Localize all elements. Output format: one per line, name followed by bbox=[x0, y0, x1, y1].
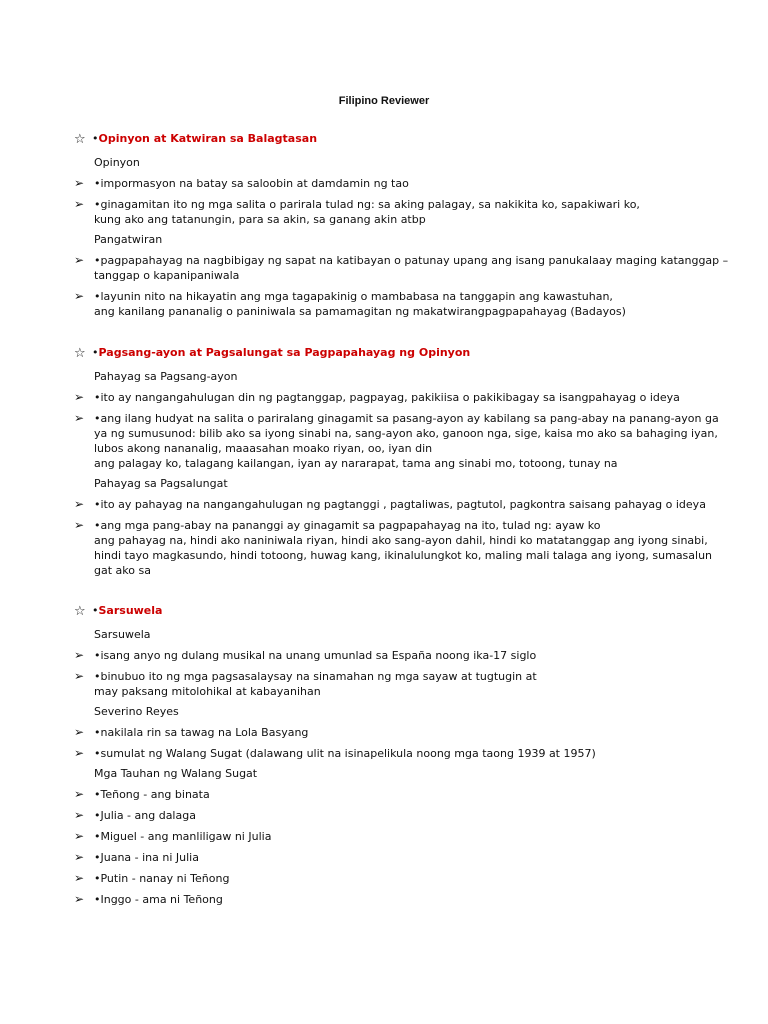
list-item-text bbox=[94, 787, 714, 802]
bullet-dot: • bbox=[92, 604, 99, 617]
arrowhead-bullet-icon: ➢ bbox=[74, 808, 85, 822]
text-line: hindi tayo magkasundo, hindi totoong, huwag kang, ikinalulungkot ko, maling mali talaga ang iyong, sumasalun bbox=[94, 549, 713, 562]
text-line: •Miguel - ang manliligaw ni Julia bbox=[94, 830, 272, 843]
list-item-text bbox=[94, 497, 714, 512]
list-item bbox=[74, 197, 714, 227]
text-line: •binubuo ito ng mga pagsasalaysay na sinamahan ng mga sayaw at tugtugin at bbox=[94, 670, 537, 683]
subheading: Sarsuwela bbox=[94, 628, 151, 641]
list-item bbox=[74, 829, 714, 844]
text-line: ang kanilang pananalig o paniniwala sa pamamagitan ng makatwirangpagpapahayag (Badayos) bbox=[94, 305, 626, 318]
text-line: •isang anyo ng dulang musikal na unang umunlad sa España noong ika-17 siglo bbox=[94, 649, 537, 662]
list-item-text bbox=[94, 390, 714, 405]
list-item-text bbox=[94, 648, 714, 663]
subheading: Severino Reyes bbox=[94, 705, 179, 718]
list-item-text bbox=[94, 850, 714, 865]
text-line: •Juana - ina ni Julia bbox=[94, 851, 199, 864]
arrowhead-bullet-icon: ➢ bbox=[74, 871, 85, 885]
text-line: •layunin nito na hikayatin ang mga tagapakinig o mambabasa na tanggapin ang kawastuhan, bbox=[94, 290, 613, 303]
arrowhead-bullet-icon: ➢ bbox=[74, 176, 85, 190]
list-item-text bbox=[94, 892, 714, 907]
text-line: ya ng sumusunod: bilib ako sa iyong sinabi na, sang-ayon ako, ganoon nga, sige, kaisa mo ako sa bahaging iyan, bbox=[94, 427, 718, 440]
list-item-text bbox=[94, 808, 714, 823]
list-item bbox=[74, 725, 714, 740]
star-outline-icon: ☆ bbox=[74, 132, 86, 147]
subheading: Pangatwiran bbox=[94, 233, 163, 246]
list-item-text bbox=[94, 829, 714, 844]
subheading: Pahayag sa Pagsang-ayon bbox=[94, 370, 238, 383]
text-line: kung ako ang tatanungin, para sa akin, sa ganang akin atbp bbox=[94, 213, 426, 226]
arrowhead-bullet-icon: ➢ bbox=[74, 829, 85, 843]
text-line: •Putin - nanay ni Teñong bbox=[94, 872, 230, 885]
list-item-text bbox=[94, 176, 714, 191]
text-line: ang pahayag na, hindi ako naniniwala riyan, hindi ako sang-ayon dahil, hindi ko matatanggap ang iyong sinabi, bbox=[94, 534, 708, 547]
list-item bbox=[74, 411, 719, 471]
text-line: •ginagamitan ito ng mga salita o parirala tulad ng: sa aking palagay, sa nakikita ko, sapakiwari ko, bbox=[94, 198, 640, 211]
arrowhead-bullet-icon: ➢ bbox=[74, 669, 85, 683]
text-line: •ito ay nangangahulugan din ng pagtanggap, pagpayag, pakikiisa o pakikibagay sa isangpahayag o ideya bbox=[94, 391, 680, 404]
text-line: •ang ilang hudyat na salita o pariralang ginagamit sa pasang-ayon ay kabilang sa pang-abay na panang-ayon ga bbox=[94, 412, 719, 425]
list-item-text bbox=[94, 725, 714, 740]
list-item-text bbox=[94, 669, 714, 699]
document-title: Filipino Reviewer bbox=[338, 95, 430, 107]
list-item bbox=[74, 787, 714, 802]
list-item bbox=[74, 850, 714, 865]
arrowhead-bullet-icon: ➢ bbox=[74, 746, 85, 760]
text-line: ang palagay ko, talagang kailangan, iyan ay nararapat, tama ang sinabi mo, totoong, tunay na bbox=[94, 457, 618, 470]
text-line: lubos akong nananalig, maaasahan moako riyan, oo, iyan din bbox=[94, 442, 433, 455]
list-item bbox=[74, 518, 714, 578]
section-heading-row bbox=[74, 132, 714, 150]
arrowhead-bullet-icon: ➢ bbox=[74, 197, 85, 211]
text-line: may paksang mitolohikal at kabayanihan bbox=[94, 685, 321, 698]
list-item-text bbox=[94, 197, 714, 227]
arrowhead-bullet-icon: ➢ bbox=[74, 411, 85, 425]
section-heading-row bbox=[74, 346, 714, 364]
list-item bbox=[74, 892, 714, 907]
section-heading-row bbox=[74, 604, 714, 622]
section-heading: Opinyon at Katwiran sa Balagtasan bbox=[98, 132, 318, 145]
arrowhead-bullet-icon: ➢ bbox=[74, 850, 85, 864]
arrowhead-bullet-icon: ➢ bbox=[74, 725, 85, 739]
star-outline-icon: ☆ bbox=[74, 604, 86, 619]
list-item bbox=[74, 253, 729, 283]
text-line: •nakilala rin sa tawag na Lola Basyang bbox=[94, 726, 309, 739]
list-item-text bbox=[94, 253, 728, 283]
text-line: •ito ay pahayag na nangangahulugan ng pagtanggi , pagtaliwas, pagtutol, pagkontra saisang pahayag o ideya bbox=[94, 498, 706, 511]
list-item bbox=[74, 669, 714, 699]
list-item bbox=[74, 871, 714, 886]
section-opinyon bbox=[74, 132, 729, 325]
list-item bbox=[74, 390, 714, 405]
list-item-text bbox=[94, 871, 714, 886]
list-item-text bbox=[94, 518, 714, 578]
arrowhead-bullet-icon: ➢ bbox=[74, 518, 85, 532]
text-line: gat ako sa bbox=[94, 564, 151, 577]
section-pagsang-ayon bbox=[74, 346, 719, 584]
text-line: •impormasyon na batay sa saloobin at damdamin ng tao bbox=[94, 177, 409, 190]
star-outline-icon: ☆ bbox=[74, 346, 86, 361]
arrowhead-bullet-icon: ➢ bbox=[74, 892, 85, 906]
arrowhead-bullet-icon: ➢ bbox=[74, 648, 85, 662]
text-line: •pagpapahayag na nagbibigay ng sapat na katibayan o patunay upang ang isang panukalaay maging katanggap – bbox=[94, 254, 729, 267]
list-item-text bbox=[94, 746, 714, 761]
bullet-dot: • bbox=[92, 346, 99, 359]
list-item bbox=[74, 746, 714, 761]
text-line: •sumulat ng Walang Sugat (dalawang ulit na isinapelikula noong mga taong 1939 at 1957) bbox=[94, 747, 596, 760]
list-item bbox=[74, 808, 714, 823]
list-item bbox=[74, 497, 714, 512]
bullet-dot: • bbox=[92, 132, 99, 145]
subheading: Pahayag sa Pagsalungat bbox=[94, 477, 228, 490]
arrowhead-bullet-icon: ➢ bbox=[74, 787, 85, 801]
list-item bbox=[74, 176, 714, 191]
section-heading: Sarsuwela bbox=[98, 604, 163, 617]
list-item-text bbox=[94, 289, 714, 319]
list-item-text bbox=[94, 411, 719, 471]
text-line: tanggap o kapanipaniwala bbox=[94, 269, 240, 282]
text-line: •Teñong - ang binata bbox=[94, 788, 210, 801]
arrowhead-bullet-icon: ➢ bbox=[74, 497, 85, 511]
text-line: •Julia - ang dalaga bbox=[94, 809, 196, 822]
list-item bbox=[74, 289, 714, 319]
section-heading: Pagsang-ayon at Pagsalungat sa Pagpapahayag ng Opinyon bbox=[98, 346, 471, 359]
section-sarsuwela bbox=[74, 604, 714, 913]
list-item bbox=[74, 648, 714, 663]
text-line: •Inggo - ama ni Teñong bbox=[94, 893, 223, 906]
arrowhead-bullet-icon: ➢ bbox=[74, 289, 85, 303]
arrowhead-bullet-icon: ➢ bbox=[74, 253, 85, 267]
arrowhead-bullet-icon: ➢ bbox=[74, 390, 85, 404]
subheading: Mga Tauhan ng Walang Sugat bbox=[94, 767, 258, 780]
text-line: •ang mga pang-abay na pananggi ay ginagamit sa pagpapahayag na ito, tulad ng: ayaw ko bbox=[94, 519, 601, 532]
subheading: Opinyon bbox=[94, 156, 140, 169]
